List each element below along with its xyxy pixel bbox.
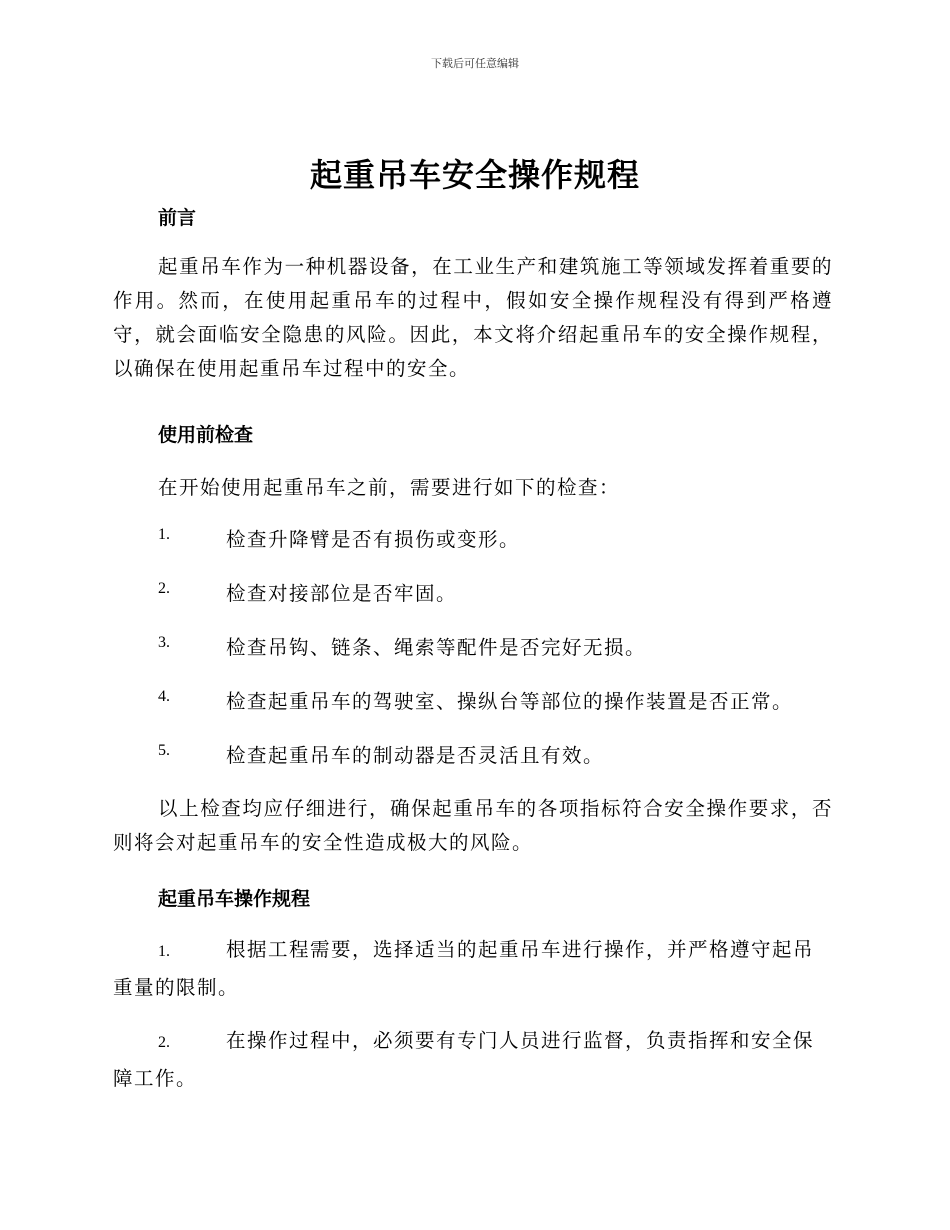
list-item <box>158 578 838 608</box>
list-item-text: 检查升降臂是否有损伤或变形。 <box>226 528 521 551</box>
list-item-number: 2. <box>158 580 170 597</box>
document-title: 起重吊车安全操作规程 <box>309 156 640 194</box>
list-item-text: 检查起重吊车的驾驶室、操纵台等部位的操作装置是否正常。 <box>226 690 794 713</box>
list-item <box>158 740 838 770</box>
preface-heading: 前言 <box>158 207 197 229</box>
operation-item-text: 在操作过程中，必须要有专门人员进行监督，负责指挥和安全保障工作。 <box>113 1029 815 1090</box>
operation-heading: 起重吊车操作规程 <box>158 888 311 910</box>
list-item <box>158 686 838 716</box>
pre-check-intro: 在开始使用起重吊车之前，需要进行如下的检查： <box>158 476 621 499</box>
list-item-text: 检查吊钩、链条、绳索等配件是否完好无损。 <box>226 636 647 659</box>
preface-paragraph: 起重吊车作为一种机器设备，在工业生产和建筑施工等领域发挥着重要的作用。然而，在使用起重吊车的过程中，假如安全操作规程没有得到严格遵守，就会面临安全隐患的风险。因此，本文将介绍起重吊车的安全操作规程，以确保在使用起重吊车过程中的安全。 <box>113 255 833 380</box>
pre-check-conclusion: 以上检查均应仔细进行，确保起重吊车的各项指标符合安全操作要求，否则将会对起重吊车的安全性造成极大的风险。 <box>113 797 833 854</box>
list-item <box>158 524 838 554</box>
list-item <box>158 632 838 662</box>
header-note: 下载后可任意编辑 <box>431 57 519 70</box>
list-item-number: 3. <box>158 634 170 651</box>
list-item-number: 4. <box>158 688 170 705</box>
pre-check-heading: 使用前检查 <box>158 424 254 446</box>
operation-item-number: 2. <box>158 1034 170 1051</box>
list-item-text: 检查对接部位是否牢固。 <box>226 582 458 605</box>
operation-item <box>113 1023 833 1097</box>
operation-item <box>113 932 833 1006</box>
list-item-number: 5. <box>158 742 170 759</box>
list-item-number: 1. <box>158 526 170 543</box>
operation-item-number: 1. <box>158 943 170 960</box>
list-item-text: 检查起重吊车的制动器是否灵活且有效。 <box>226 744 605 767</box>
operation-item-text: 根据工程需要，选择适当的起重吊车进行操作，并严格遵守起吊重量的限制。 <box>113 938 815 999</box>
